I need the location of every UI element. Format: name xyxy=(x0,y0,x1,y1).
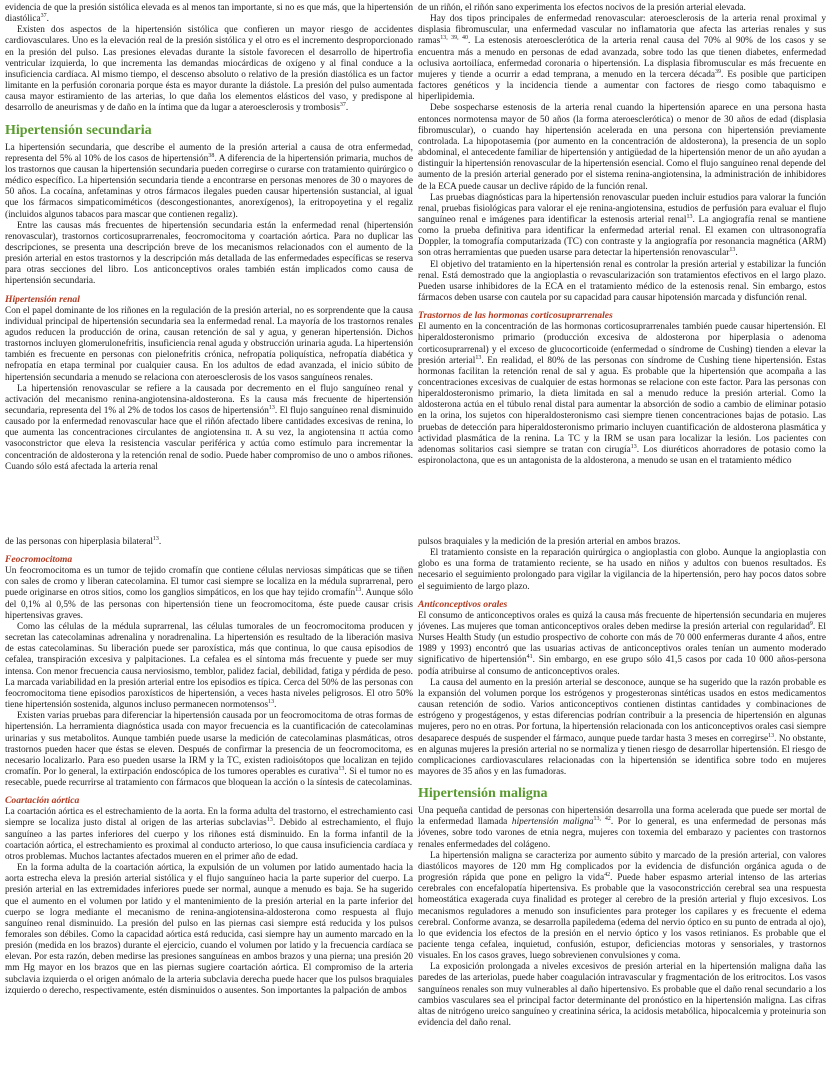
citation: 13 xyxy=(475,354,482,361)
top-right-column xyxy=(418,3,826,467)
text: . La angiografía renal se mantiene como la prueba definitiva para identificar la enfermedad arterial renal. El examen con ultrasonografía Doppler, la tomografía computarizada (TC) con contraste y la angiografía por resonancia magnética (ARM) son otras herramientas que pueden usarse para detectar la hipertensión renovascular xyxy=(418,214,827,259)
text: La hipertensión renovascular se refiere a la causada por decremento en el flujo sanguíneo renal y activación del mecanismo renina-angiotensina-aldosterona. Es la causa más frecuente de hipertensión secundaria, representa del 1% al 2% de todos los casos de hipertensión xyxy=(5,383,413,416)
paragraph-types xyxy=(418,14,826,103)
text: Existen varias pruebas para diferenciar la hipertensión causada por un feocromocitoma de otras formas de hipertensión. La herramienta diagnóstica usada con mayor frecuencia es la cuantificación de catecolaminas urinarias y sus metabolitos. Aunque también puede usarse la medición de catecolaminas plasmáticas, otros trastornos pueden hacer que éstas se eleven. Después de confirmar la presencia de un feocromocitoma, es necesario localizarlo. Para eso pueden usarse la IRM y la TC, existen radioisótopos que localizan en tejido cromafín. Por lo general, la extirpación endoscópica de los tumores operables es curativa xyxy=(5,711,413,777)
citation: 13 xyxy=(152,535,159,542)
paragraph-continuation: de un riñón, el riñón sano experimenta los efectos nocivos de la presión arterial elevada. xyxy=(418,3,746,13)
text: Las pruebas diagnósticas para la hipertensión renovascular pueden incluir estudios para valorar la función renal, pruebas fisiológicas para valorar el eje renina-angiotensina, estudios de perfusión para evaluar el flujo sanguíneo renal e imágenes para identificar la estenosis arterial renal xyxy=(418,192,826,225)
paragraph-maligna-1 xyxy=(418,806,826,851)
text: Una pequeña cantidad de personas con hipertensión desarrolla una forma acelerada que puede ser mortal de la enfermedad llamada xyxy=(418,806,826,828)
text: . El Nurses Health Study (un estudio prospectivo de cohorte con más de 70 000 enfermeras durante 4 años, entre 1989 y 1993) encontró que las usuarias activas de anticonceptivos orales tenían un aumento moderado significativo de hipertensión xyxy=(418,621,826,666)
text: . En realidad, el 80% de las personas con síndrome de Cushing tiene hipertensión. Estas hormonas facilitan la retención renal de sal y agua. Es probable que la hipertensión que acompaña a las concentraciones excesivas de cualquier de estas hormonas se relacione con este factor. Para las personas con hiperaldosteronismo primario, la dieta limitada en sal a menudo reduce la presión arterial. Como la aldosterona actúa en el túbulo renal distal para aumentar la absorción de sodio a cambio de eliminar potasio en la orina, los sujetos con hiperaldosteronismo casi siempre tienen concentraciones bajas de potasio. Las pruebas de detección para hiperaldosteronismo primario incluyen cuantificación de aldosterona plasmática y actividad plasmática de la renina. La TC y la IRM se usan para localizar la lesión. Los pacientes con adenomas solitarios casi siempre se tratan con cirugía xyxy=(418,355,826,455)
roman-numeral: ii xyxy=(245,428,250,439)
paragraph-renal-1: Con el papel dominante de los riñones en la regulación de la presión arterial, no es sorprendente que la causa individual principal de hipertensión secundaria sea la enfermedad renal. La mayoría de los trastornos renales agudos reducen la producción de orina, causan retención de sal y agua, y generan hipertensión. Dichos trastornos incluyen glomerulonefritis, insuficiencia renal aguda y obstrucción urinaria aguda. La hipertensión también es frecuente en personas con pielonefritis crónica, nefropatía poliquística, nefropatía diabética y nefropatía en etapa terminal por cualquier causa. En los adultos de edad avanzada, el inicio súbito de hipertensión secundaria a menudo se relaciona con ateroesclerosis de los vasos sanguíneos renales. xyxy=(5,305,413,383)
text: La hipertensión secundaria, que describe el aumento de la presión arterial a causa de otra enfermedad, representa del 5% al 10% de los casos de hipertensión xyxy=(5,142,413,164)
emphasis: hipertensión maligna xyxy=(511,817,594,828)
citation: 37 xyxy=(339,102,346,109)
paragraph-feo-2 xyxy=(5,622,413,711)
heading-anticonceptivos-orales: Anticonceptivos orales xyxy=(418,598,508,610)
paragraph-secundaria-1 xyxy=(5,143,413,221)
citation: 13 xyxy=(729,247,736,254)
roman-numeral: ii xyxy=(359,428,365,439)
text: actúa como vasoconstrictor que eleva la resistencia vascular periférica y actúa como estímulo para incrementar la concentración de aldosterona y la retención renal de sodio. Puede haber compromiso de uno o ambos riñones. Cuando sólo está afectada la arteria renal xyxy=(5,428,413,472)
heading-coartacion-aortica: Coartación aórtica xyxy=(5,795,80,807)
citation: 13 xyxy=(768,732,775,739)
text: . Sin embargo, en ese grupo sólo 41,5 casos por cada 10 000 años-persona podía atribuirse al consumo de anticonceptivos orales. xyxy=(418,655,827,677)
text: de las personas con hiperplasia bilateral xyxy=(5,537,153,547)
citation: 37 xyxy=(40,13,47,20)
paragraph-coart-1 xyxy=(5,807,413,863)
text: El consumo de anticonceptivos orales es quizá la causa más frecuente de hipertensión secundaria en mujeres jóvenes. Las mujeres que toman anticonceptivos orales deben medirse la presión arterial con regularidad xyxy=(418,610,826,632)
text: . Si el tumor no es resecable, puede recurrirse al tratamiento con fármacos que bloquean la acción o la síntesis de catecolaminas. xyxy=(5,766,413,789)
text: . Aunque sólo del 0,1% al 0,5% de las personas con hipertensión tiene un feocromocitoma, éste puede causar crisis hipertensivas graves. xyxy=(5,588,413,621)
text: La hipertensión maligna se caracteriza por aumento súbito y marcado de la presión arterial, con valores diastólicos mayores de 120 mm Hg complicados por la evidencia de disfunción orgánica aguda o de progresión rápida que pone en peligro la vida xyxy=(418,850,826,884)
citation: 42 xyxy=(604,871,611,878)
text: . xyxy=(46,14,49,25)
text: El aumento en la concentración de las hormonas corticosuprarrenales también puede causar hipertensión. El hiperaldosteronismo primario (producción excesiva de aldosterona por hiperplasia o adenoma corticosuprarrenal) y el exceso de glucocorticoide (enfermedad o síndrome de Cushing) tienden a elevar la presión arterial xyxy=(418,322,826,366)
paragraph-renal-2 xyxy=(5,384,413,473)
bottom-left-column xyxy=(5,537,413,997)
paragraph-goal: El objetivo del tratamiento en la hipertensión renal es controlar la presión arterial y estabilizar la función renal. Está demostrado que la angioplastia o revascularización son tratamientos efectivos en el largo plazo. Pueden usarse inhibidores de la ECA en el tratamiento médico de la estenosis renal. Sin embargo, estos fármacos deben usarse con cautela por su capacidad para causar hipotensión marcada y disfunción renal. xyxy=(418,259,826,304)
paragraph-aspects xyxy=(5,25,413,114)
citation: 13 xyxy=(268,698,275,705)
heading-hipertension-renal: Hipertensión renal xyxy=(5,293,80,305)
citation: 38 xyxy=(208,152,215,159)
text: La coartación aórtica es el estrechamiento de la aorta. En la forma adulta del trastorno, el estrechamiento casi siempre se localiza justo distal al origen de las arterias subclavias xyxy=(5,807,413,829)
text: . A diferencia de la hipertensión primaria, muchos de los trastornos que causan la hipertensión secundaria pueden corregirse o curarse con tratamiento quirúrgico o médico específico. La hipertensión secundaria tiende a encontrarse en personas menores de 30 o mayores de 50 años. La cocaína, anfetaminas y otros fármacos ilegales pueden causar hipertensión sustancial, al igual que los fármacos simpaticomiméticos (descongestionantes, anorexígenos), la eritropoyetina y el regaliz (incluidos algunos tabacos para mascar que contienen regaliz). xyxy=(5,153,414,220)
paragraph-suspect: Debe sospecharse estenosis de la arteria renal cuando la hipertensión aparece en una persona hasta entonces normotensa mayor de 50 años (la forma ateroesclerótica) o menor de 30 años de edad (displasia fibromuscular), o cuando hay hipertensión acelerada en una persona con hipertensión previamente controlada. La hipopotasemia (por aumento en la concentración de aldosterona), la presencia de un soplo abdominal, el antecedente familiar de hipertensión y antigüedad de la hipertensión menor de un año ayudan a distinguir la hipertensión renovascular de la hipertensión esencial. Como el flujo sanguíneo renal depende del aumento de la presión arterial generado por el sistema renina-angiotensina, la administración de inhibidores de la ECA puede causar un declive rápido de la función renal. xyxy=(418,103,826,192)
heading-hipertension-secundaria: Hipertensión secundaria xyxy=(5,122,152,138)
text: . Debido al estrechamiento, el flujo sanguíneo a las partes inferiores del cuerpo y los riñones está disminuido. En la forma infantil de la coartación aórtica, el estrechamiento es proximal al conducto arterioso, lo que causa insuficiencia cardíaca y otros problemas. Muchos lactantes afectados mueren en el primer año de edad. xyxy=(5,818,414,862)
paragraph-maligna-3: La exposición prolongada a niveles excesivos de presión arterial en la hipertensión maligna daña las paredes de las arteriolas, puede haber coagulación intravascular y fragmentación de los eritrocitos. Los vasos sanguíneos renales son muy vulnerables al daño hipertensivo. Es probable que el daño renal secundario a los cambios vasculares sea el principal factor determinante del pronóstico en la hipertensión maligna. Las cifras altas de nitrógeno ureico sanguíneo y creatinina sérica, la acidosis metabólica, hipocalcemia y proteinuria son evidencia del daño renal. xyxy=(418,962,826,1029)
paragraph-maligna-2 xyxy=(418,851,826,963)
heading-feocromocitoma: Feocromocitoma xyxy=(5,554,73,566)
top-left-column xyxy=(5,3,413,473)
paragraph-oral-2 xyxy=(418,678,826,778)
paragraph-cortico xyxy=(418,322,826,467)
citation: 13, 39, 40 xyxy=(440,35,468,42)
text: . Puede haber espasmo arterial intenso de las arterias cerebrales con encefalopatía hipertensiva. Es probable que la vasoconstricción cerebral sea una respuesta homeostática exagerada cuya finalidad es proteger al cerebro de la presión arterial y flujo excesivos. Los mecanismos reguladores a menudo son insuficientes para proteger los capilares y es frecuente el edema cerebral. Conforme avanza, se desarrolla papiledema (edema del nervio óptico en su punto de entrada al ojo), lo que evidencia los efectos de la presión en el nervio óptico y los vasos retinianos. Es probable que el paciente tenga cefalea, inquietud, confusión, estupor, deficiencias motoras y sensoriales, y trastornos visuales. En los casos graves, luego sobrevienen convulsiones y coma. xyxy=(418,873,826,962)
text: . Los diuréticos ahorradores de potasio como la espironolactona, que es un antagonista de la aldosterona, a menudo se usan en el tratamiento médico xyxy=(418,444,827,467)
paragraph-feo-3 xyxy=(5,711,413,789)
paragraph-feo-1 xyxy=(5,566,413,622)
citation: 13 xyxy=(338,765,345,772)
paragraph-secundaria-2: Entre las causas más frecuentes de hipertensión secundaria están la enfermedad renal (hipertensión renovascular), trastornos corticosuprarrenales, feocromocitoma y coartación aórtica. Para no duplicar las descripciones, se presenta una descripción breve de los mecanismos relacionados con el aumento de la presión arterial en estos trastornos y la descripción más detallada de las enfermedades específicas se reserva para otras secciones del libro. Los anticonceptivos orales también están implicados como causa de hipertensión secundaria. xyxy=(5,220,413,287)
text: . La estenosis ateroesclerótica de la arteria renal causa del 70% al 90% de los casos y se encuentra más a menudo en personas de edad avanzada, sobre todo las que tienen diabetes, enfermedad oclusiva aortoilíaca, enfermedad coronaria o hipertensión. La displasia fibromuscular es más frecuente en mujeres y tiende a ocurrir a edad temprana, a menudo en la tercera década xyxy=(418,36,827,80)
text: . xyxy=(345,103,349,114)
bottom-right-column xyxy=(418,537,826,1029)
paragraph-oral-1 xyxy=(418,611,826,678)
text: . xyxy=(158,537,162,547)
text: . A su vez, la angiotensina xyxy=(249,428,360,439)
text: . xyxy=(274,700,277,711)
text: . Por lo general, es una enfermedad de personas más jóvenes, sobre todo varones de etnia negra, mujeres con toxemia del embarazo y pacientes con trastornos renales enfermedades del colágeno. xyxy=(418,817,827,850)
paragraph-intro xyxy=(5,3,413,25)
text: Existen dos aspectos de la hipertensión sistólica que confieren un mayor riesgo de accidentes cardiovasculares. Uno es la elevación real de la presión sistólica y el otro es el incremento desproporcionado en la presión del pulso. Las presiones elevadas durante la sístole favorecen el desarrollo de hipertrofia ventricular izquierda, lo que incrementa las demandas miocárdicas de oxígeno y al final conduce a la insuficiencia cardíaca. Al mismo tiempo, el descenso absoluto o relativo de la presión diastólica es un factor limitante en la perfusión coronaria porque ésta es mayor durante la diástole. La presión del pulso aumentada causa mayor estiramiento de las arterias, lo que daña los elementos elásticos del vaso, y predispone al desarrollo de aneurismas y de daño en la íntima que da lugar a ateroesclerosis y trombosis xyxy=(5,25,413,114)
text: . Es posible que participen factores genéticos y la incidencia tiende a aumentar con factores de riesgo como tabaquismo e hiperlipidemia. xyxy=(418,69,826,103)
text: Como las células de la médula suprarrenal, las células tumorales de un feocromocitoma producen y secretan las catecolaminas adrenalina y noradrenalina. La hipertensión es resultado de la liberación masiva de estas catecolaminas. Su liberación puede ser paroxística, más que continua, lo que causa episodios de cefalea, transpiración excesiva y palpitaciones. La cefalea es el síntoma más frecuente y puede ser muy intensa. Con menor frecuencia causa nerviosismo, temblor, palidez facial, debilidad, fatiga y pérdida de peso. La marcada variabilidad en la presión arterial entre los episodios es típica. Cerca del 50% de las personas con feocromocitoma tiene episodios paroxísticos de hipertensión, a veces hasta niveles peligrosos. El otro 50% tiene hipertensión sostenida, algunos incluso permanecen normotensos xyxy=(5,621,413,711)
paragraph-continuation xyxy=(5,537,413,548)
text: Un feocromocitoma es un tumor de tejido cromafín que contiene células nerviosas simpáticas que se tiñen con sales de cromo y liberan catecolamina. El tumor casi siempre se localiza en la médula suprarrenal, pero puede originarse en otros sitios, como los ganglios simpáticos, en los que hay tejido cromafín xyxy=(5,566,413,599)
paragraph-continuation: pulsos braquiales y la medición de la presión arterial en ambos brazos. xyxy=(418,537,681,547)
text: Hay dos tipos principales de enfermedad renovascular: ateroesclerosis de la arteria renal proximal y displasia fibromuscular, una enfermedad vascular no inflamatoria que afecta las arterias renales y sus ramas xyxy=(418,14,826,47)
paragraph-coart-2: En la forma adulta de la coartación aórtica, la expulsión de un volumen por latido aumentado hacia la aorta estrecha eleva la presión arterial sistólica y el flujo sanguíneo hacia la parte superior del cuerpo. La presión arterial en las extremidades inferiores puede ser normal, aunque a menudo es baja. Se ha sugerido que el aumento en el volumen por latido y el mantenimiento de la presión arterial en la parte inferior del cuerpo se logra mediante el mecanismo de renina-angiotensina-aldosterona como respuesta al flujo sanguíneo renal disminuido. La presión del pulso en las piernas casi siempre está reducida y los pulsos femorales son débiles. Como la capacidad aórtica está reducida, casi siempre hay un aumento marcado en la presión (medida en los brazos) durante el ejercicio, cuando el volumen por latido y la frecuencia cardíaca se elevan. Por esta razón, deben medirse las presiones sanguíneas en ambos brazos y una pierna; una presión 20 mm Hg mayor en los brazos que en las piernas sugiere coartación aórtica. El compromiso de la arteria subclavia izquierda o el origen anómalo de la arteria subclavia derecha puede hacer que los pulsos braquiales izquierdo o derecho, respectivamente, estén disminuidos o ausentes. Son importantes la palpación de ambos xyxy=(5,863,413,996)
citation: 13 xyxy=(355,587,362,594)
citation: 39 xyxy=(715,68,722,75)
text: . No obstante, en algunas mujeres la presión arterial no se normaliza y tienen riesgo de desarrollar hipertensión. El riesgo de complicaciones cardiovasculares relacionadas con la hipertensión se identifica sobre todo en mujeres mayores de 35 años y en las fumadoras. xyxy=(418,733,826,777)
paragraph-treatment: El tratamiento consiste en la reparación quirúrgica o angioplastia con globo. Aunque la angioplastia con globo es una forma de tratamiento reciente, se ha usado en niños y adultos con buenos resultados. Es necesario el seguimiento prolongado para vigilar la vigilancia de la hipertensión, pero hay pocos datos sobre el seguimiento de largo plazo. xyxy=(418,548,826,592)
citation: 13 xyxy=(630,443,637,450)
paragraph-tests xyxy=(418,193,826,260)
heading-trastornos-corticosuprarrenales: Trastornos de las hormonas corticosuprarrenales xyxy=(418,310,613,322)
text: evidencia de que la presión sistólica elevada es al menos tan importante, si no es que más, que la hipertensión diastólica xyxy=(5,3,413,25)
citation: 41 xyxy=(526,654,533,661)
citation: 9 xyxy=(809,620,813,627)
citation: 13, 42 xyxy=(593,816,611,823)
citation: 13 xyxy=(268,404,275,411)
text: . xyxy=(735,248,738,259)
citation: 13 xyxy=(686,213,693,220)
text: La causa del aumento en la presión arterial se desconoce, aunque se ha sugerido que la razón probable es la expansión del volumen porque los estrógenos y progesteronas sintéticas usados en estos medicamentos causan retención de sodio. Varios anticonceptivos contienen distintas cantidades y combinaciones de estrógeno y progestágenos, y estas diferencias podrían contribuir a la presencia de hipertensión en algunas mujeres, pero no en otras. Por fortuna, la hipertensión relacionada con los anticonceptivos orales casi siempre desaparece después de suspender el fármaco, aunque puede tardar hasta 3 meses en corregirse xyxy=(418,677,826,744)
text: . El flujo sanguíneo renal disminuido causado por la enfermedad renovascular hace que el riñón afectado libere cantidades excesivas de renina, lo que aumenta las concentraciones circulantes de angiotensina xyxy=(5,406,414,439)
heading-hipertension-maligna: Hipertensión maligna xyxy=(418,786,548,802)
citation: 13 xyxy=(266,817,273,824)
